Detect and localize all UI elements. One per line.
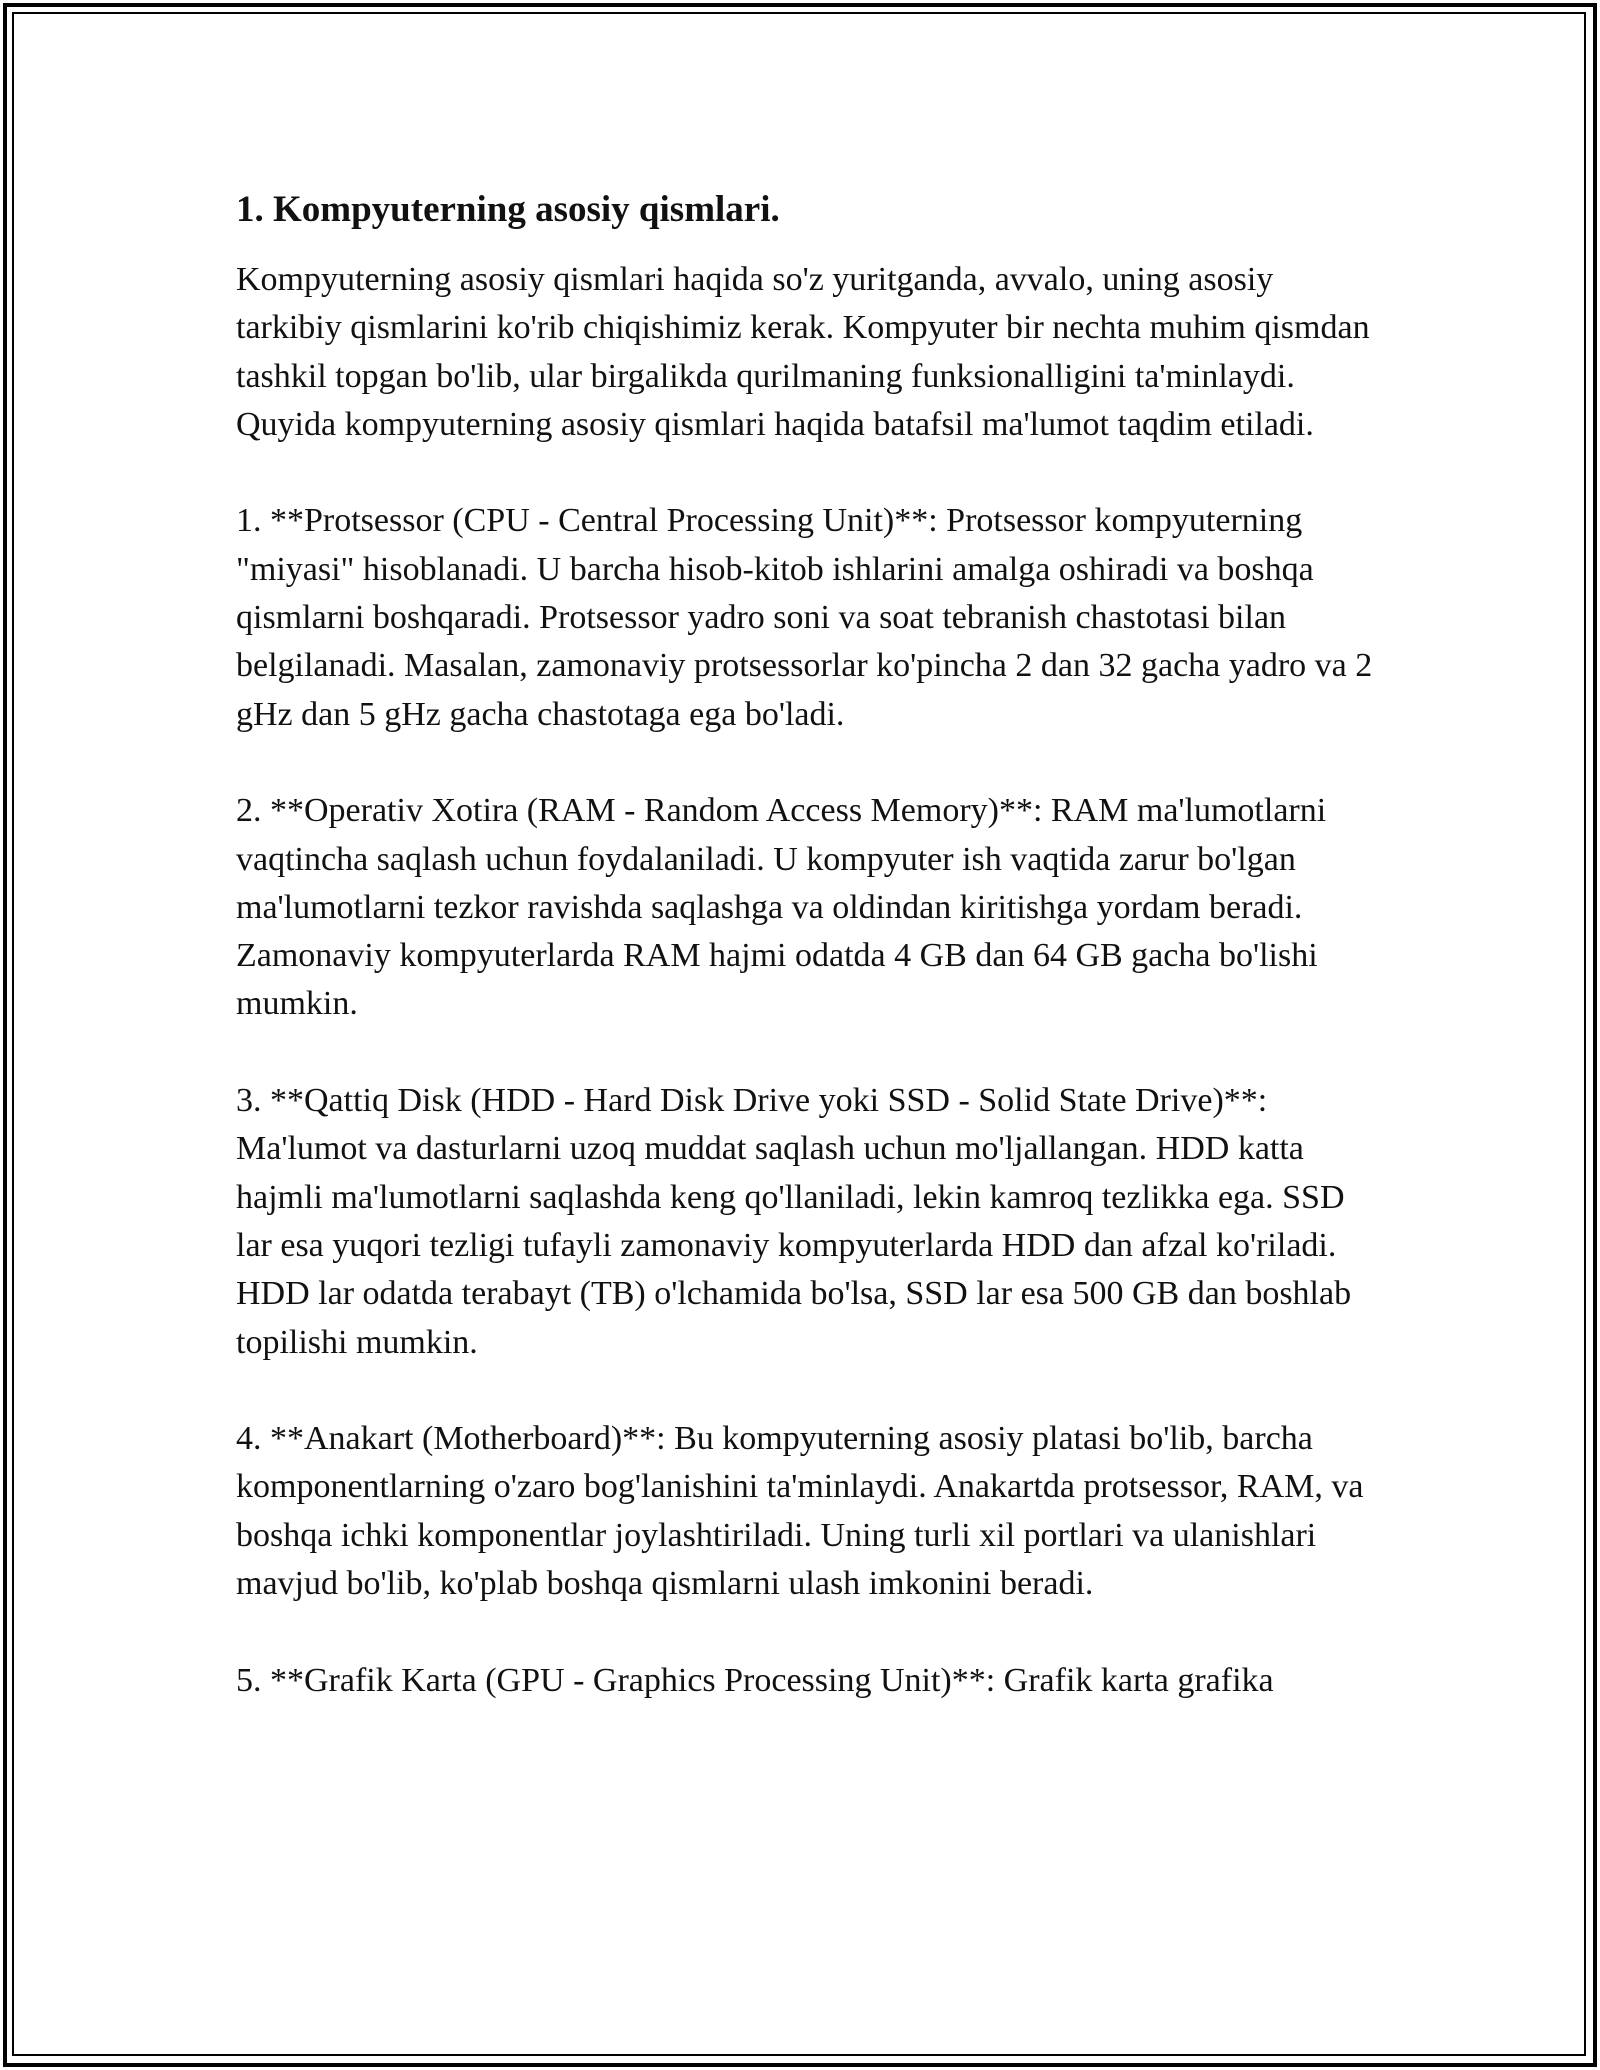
section-heading: 1. Kompyuterning asosiy qismlari.: [236, 189, 780, 230]
disk-paragraph: 3. **Qattiq Disk (HDD - Hard Disk Drive yoki SSD - Solid State Drive)**: Ma'lumot va dasturlarni uzoq muddat saqlash uchun mo'ljallangan. HDD katta hajmli ma'lumotlarni saqlashda keng qo'llaniladi, lekin kamroq tezlikka ega. SSD lar esa yuqori tezligi tufayli zamonaviy kompyuterlarda HDD dan afzal ko'riladi. HDD lar odatda terabayt (TB) o'lchamida bo'lsa, SSD lar esa 500 GB dan boshlab topilishi mumkin.: [236, 1082, 1352, 1361]
cpu-paragraph: 1. **Protsessor (CPU - Central Processing Unit)**: Protsessor kompyuterning "miyasi" hisoblanadi. U barcha hisob-kitob ishlarini amalga oshiradi va boshqa qismlarni boshqaradi. Protsessor yadro soni va soat tebranish chastotasi bilan belgilanadi. Masalan, zamonaviy protsessorlar ko'pincha 2 dan 32 gacha yadro va 2 gHz dan 5 gHz gacha chastotaga ega bo'ladi.: [236, 502, 1373, 733]
gpu-paragraph: 5. **Grafik Karta (GPU - Graphics Processing Unit)**: Grafik karta grafika: [236, 1661, 1274, 1699]
intro-paragraph: Kompyuterning asosiy qismlari haqida so'z yuritganda, avvalo, uning asosiy tarkibiy qismlarini ko'rib chiqishimiz kerak. Kompyuter bir nechta muhim qismdan tashkil topgan bo'lib, ular birgalikda qurilmaning funksionalligini ta'minlaydi. Quyida kompyuterning asosiy qismlari haqida batafsil ma'lumot taqdim etiladi.: [236, 261, 1370, 443]
motherboard-paragraph: 4. **Anakart (Motherboard)**: Bu kompyuterning asosiy platasi bo'lib, barcha komponentlarning o'zaro bog'lanishini ta'minlaydi. Anakartda protsessor, RAM, va boshqa ichki komponentlar joylashtiriladi. Uning turli xil portlari va ulanishlari mavjud bo'lib, ko'plab boshqa qismlarni ulash imkonini beradi.: [236, 1420, 1364, 1603]
document-body: [236, 186, 1386, 1753]
ram-paragraph: 2. **Operativ Xotira (RAM - Random Access Memory)**: RAM ma'lumotlarni vaqtincha saqlash uchun foydalaniladi. U kompyuter ish vaqtida zarur bo'lgan ma'lumotlarni tezkor ravishda saqlashga va oldindan kiritishga yordam beradi. Zamonaviy kompyuterlarda RAM hajmi odatda 4 GB dan 64 GB gacha bo'lishi mumkin.: [236, 792, 1327, 1023]
